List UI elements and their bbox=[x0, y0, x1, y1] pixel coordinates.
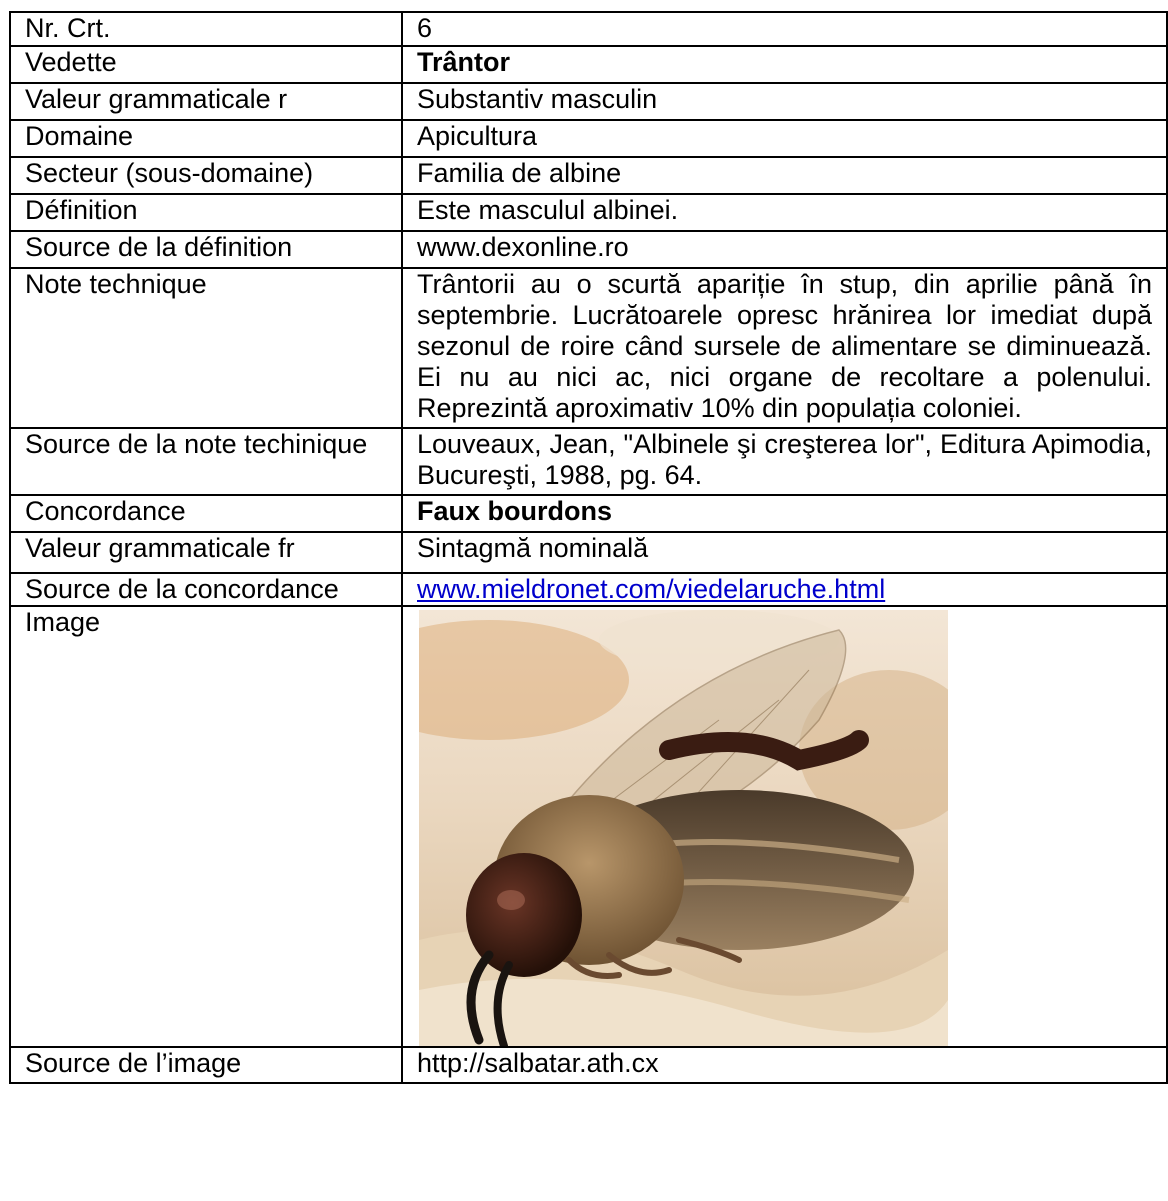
row-label: Source de la note techinique bbox=[10, 428, 402, 495]
table-row bbox=[10, 12, 1167, 46]
table-row bbox=[10, 428, 1167, 495]
row-label: Valeur grammaticale r bbox=[10, 83, 402, 120]
row-label: Définition bbox=[10, 194, 402, 231]
table-row bbox=[10, 1047, 1167, 1083]
table-row bbox=[10, 46, 1167, 83]
table-row bbox=[10, 532, 1167, 573]
drone-bee-photo bbox=[419, 610, 948, 1046]
row-label: Domaine bbox=[10, 120, 402, 157]
term-record-table bbox=[9, 11, 1168, 1084]
table-row bbox=[10, 120, 1167, 157]
row-value: Este masculul albinei. bbox=[402, 194, 1167, 231]
table-row bbox=[10, 157, 1167, 194]
table-row bbox=[10, 231, 1167, 268]
row-label: Valeur grammaticale fr bbox=[10, 532, 402, 573]
row-value: Apicultura bbox=[402, 120, 1167, 157]
row-label: Image bbox=[10, 606, 402, 1047]
row-value: 6 bbox=[402, 12, 1167, 46]
row-label: Source de la définition bbox=[10, 231, 402, 268]
row-value: http://salbatar.ath.cx bbox=[402, 1047, 1167, 1083]
image-cell bbox=[402, 606, 1167, 1047]
row-value: www.dexonline.ro bbox=[402, 231, 1167, 268]
row-label: Note technique bbox=[10, 268, 402, 428]
table-row bbox=[10, 194, 1167, 231]
note-source-value: Louveaux, Jean, "Albinele şi creşterea lor", Editura Apimodia, Bucureşti, 1988, pg. 64. bbox=[402, 428, 1167, 495]
table-row bbox=[10, 495, 1167, 532]
row-value: Sintagmă nominală bbox=[402, 532, 1167, 573]
row-label: Source de l’image bbox=[10, 1047, 402, 1083]
row-label: Secteur (sous-domaine) bbox=[10, 157, 402, 194]
table-row bbox=[10, 268, 1167, 428]
row-value: Familia de albine bbox=[402, 157, 1167, 194]
row-value: Substantiv masculin bbox=[402, 83, 1167, 120]
table-row bbox=[10, 573, 1167, 606]
table-row bbox=[10, 606, 1167, 1047]
table-row bbox=[10, 83, 1167, 120]
row-label: Nr. Crt. bbox=[10, 12, 402, 46]
concordance-source-cell bbox=[402, 573, 1167, 606]
note-technique-value: Trântorii au o scurtă apariție în stup, din aprilie până în septembrie. Lucrătoarele opresc hrănirea lor imediat după sezonul de roire când sursele de alimentare se diminuează. Ei nu au nici ac, nici organe de recoltare a polenului. Reprezintă aproximativ 10% din populația coloniei. bbox=[402, 268, 1167, 428]
row-label: Concordance bbox=[10, 495, 402, 532]
concordance-source-link[interactable]: www.mieldronet.com/viedelaruche.html bbox=[417, 574, 886, 604]
row-label: Vedette bbox=[10, 46, 402, 83]
concordance-value: Faux bourdons bbox=[402, 495, 1167, 532]
vedette-value: Trântor bbox=[402, 46, 1167, 83]
row-label: Source de la concordance bbox=[10, 573, 402, 606]
